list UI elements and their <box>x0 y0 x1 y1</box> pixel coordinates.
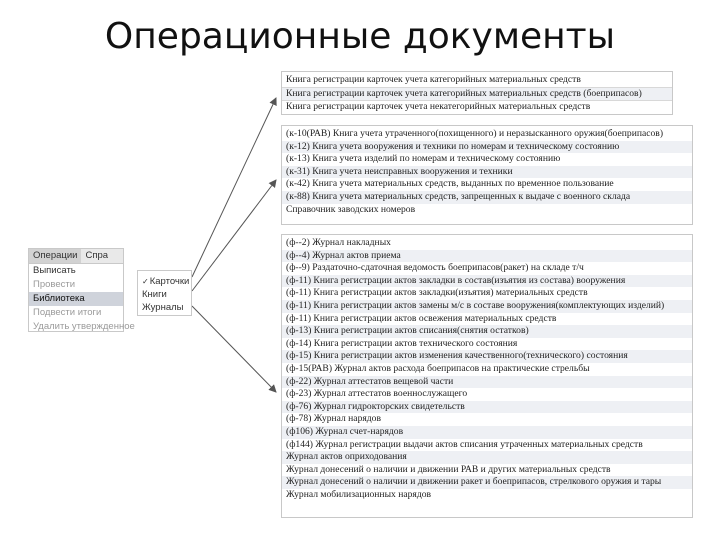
list-item[interactable]: Книга регистрации карточек учета некатегорийных материальных средств <box>286 101 591 113</box>
menu-item-totals[interactable]: Подвести итоги <box>33 307 102 318</box>
operations-menu <box>28 248 135 332</box>
arrow-to-books <box>192 180 276 291</box>
menu-item-issue[interactable]: Выписать <box>33 265 76 276</box>
menu-item-post[interactable]: Провести <box>33 279 76 290</box>
journals-list-panel <box>281 234 693 518</box>
list-item[interactable]: (к-13) Книга учета изделий по номерам и техническому состоянию <box>286 153 561 165</box>
list-item[interactable]: Справочник заводских номеров <box>286 203 416 215</box>
list-item[interactable]: (к-31) Книга учета неисправных вооружения и техники <box>282 166 692 179</box>
list-item[interactable]: (ф-15) Книга регистрации актов изменения качественного(технического) состояния <box>282 350 692 363</box>
list-item[interactable]: (ф--2) Журнал накладных <box>286 237 391 248</box>
cards-list-panel <box>281 71 673 115</box>
list-item[interactable]: (ф-11) Книга регистрации актов замены м/с в составе вооружения(комплектующих изделий) <box>282 300 692 313</box>
list-item[interactable]: (к-12) Книга учета вооружения и техники по номерам и техническому состоянию <box>282 141 692 154</box>
list-item[interactable]: (ф-15(РАВ) Журнал актов расхода боеприпасов на практические стрельбы <box>286 362 590 374</box>
library-submenu <box>137 270 192 316</box>
menu-item-delete-approved[interactable]: Удалить утвержденное <box>33 321 135 332</box>
list-item[interactable]: Книга регистрации карточек учета категорийных материальных средств <box>282 74 672 88</box>
list-item[interactable]: (к-42) Книга учета материальных средств, выданных по временное пользование <box>286 178 614 190</box>
menu-tab-reference[interactable]: Спра <box>85 250 109 261</box>
list-item[interactable]: (ф-11) Книга регистрации актов освежения материальных средств <box>286 312 557 324</box>
list-item[interactable]: Журнал мобилизационных нарядов <box>286 488 432 500</box>
list-item[interactable]: (ф-76) Журнал гидрокторских свидетельств <box>282 401 692 414</box>
list-item[interactable]: Журнал донесений о наличии и движении РАВ и других материальных средств <box>286 463 611 475</box>
list-item[interactable]: (к-88) Книга учета материальных средств, запрещенных к выдаче с военного склада <box>282 191 692 204</box>
list-item[interactable]: (ф144) Журнал регистрации выдачи актов списания утраченных материальных средств <box>286 438 643 450</box>
menu-tab-operations[interactable]: Операции <box>29 249 81 263</box>
list-item[interactable]: (ф-23) Журнал аттестатов военнослужащего <box>286 388 468 400</box>
menu-item-library[interactable]: Библиотека <box>29 292 123 306</box>
submenu-item-books[interactable]: Книги <box>142 289 167 300</box>
list-item[interactable]: Журнал актов оприходования <box>282 451 692 464</box>
list-item[interactable]: (ф-14) Книга регистрации актов технического состояния <box>286 337 518 349</box>
menubar <box>29 249 123 264</box>
submenu-item-journals[interactable]: Журналы <box>142 302 184 313</box>
list-item[interactable]: Журнал донесений о наличии и движении ракет и боеприпасов, стрелкового оружия и тары <box>282 476 692 489</box>
arrow-to-cards <box>192 98 276 277</box>
list-item[interactable]: (ф--4) Журнал актов приема <box>282 250 692 263</box>
list-item[interactable]: (ф--9) Раздаточно-сдаточная ведомость боеприпасов(ракет) на складе т/ч <box>286 262 584 274</box>
list-item[interactable]: (к-10(РАВ) Книга учета утраченного(похищенного) и неразысканного оружия(боеприпасов) <box>286 128 664 139</box>
list-item[interactable]: (ф-11) Книга регистрации актов закладки(изъятия) материальных средств <box>286 287 588 299</box>
books-list-panel <box>281 125 693 225</box>
arrow-to-journals <box>192 306 276 392</box>
list-item[interactable]: (ф-11) Книга регистрации актов закладки в состав(изъятия из состава) вооружения <box>282 275 692 288</box>
list-item[interactable]: (ф-78) Журнал нарядов <box>286 413 381 425</box>
list-item[interactable]: (ф-22) Журнал аттестатов вещевой части <box>282 376 692 389</box>
list-item[interactable]: (ф-13) Книга регистрации актов списания(снятия остатков) <box>282 325 692 338</box>
submenu-item-cards[interactable]: ✓ Карточки <box>138 275 191 288</box>
list-item[interactable]: (ф106) Журнал счет-нарядов <box>282 426 692 439</box>
page-title: Операционные документы <box>104 16 616 57</box>
list-item[interactable]: Книга регистрации карточек учета категорийных материальных средств (боеприпасов) <box>282 88 672 102</box>
